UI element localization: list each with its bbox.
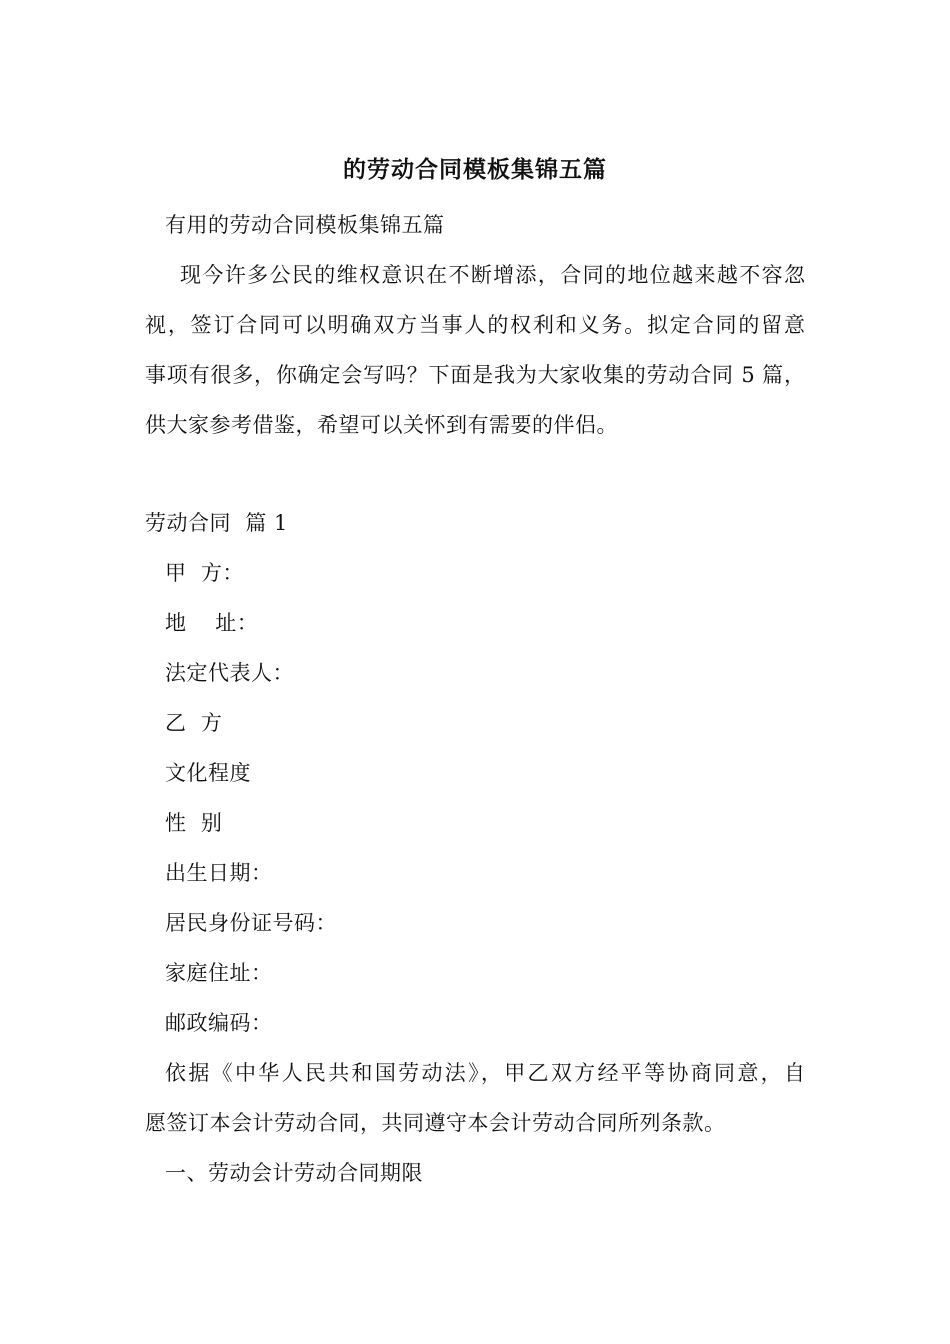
field-legal-rep: 法定代表人： bbox=[165, 661, 294, 685]
intro-line-2: 视，签订合同可以明确双方当事人的权利和义务。拟定合同的留意 bbox=[145, 313, 805, 337]
field-home-address: 家庭住址： bbox=[165, 961, 273, 985]
field-address: 地 址： bbox=[165, 611, 259, 635]
article-1-heading: 一、劳动会计劳动合同期限 bbox=[165, 1161, 423, 1185]
section-heading: 劳动合同 篇 1 bbox=[145, 511, 288, 535]
intro-line-4: 供大家参考借鉴，希望可以关怀到有需要的伴侣。 bbox=[145, 413, 618, 437]
document-title: 的劳动合同模板集锦五篇 bbox=[343, 156, 607, 183]
clause-line-1: 依据《中华人民共和国劳动法》，甲乙双方经平等协商同意，自 bbox=[165, 1061, 805, 1085]
field-party-b: 乙 方 bbox=[165, 711, 223, 735]
intro-line-3: 事项有很多，你确定会写吗？下面是我为大家收集的劳动合同 5 篇， bbox=[145, 363, 805, 387]
field-party-a: 甲 方： bbox=[165, 561, 244, 585]
field-gender: 性 别 bbox=[165, 811, 223, 835]
field-id-number: 居民身份证号码： bbox=[165, 911, 337, 935]
field-birth-date: 出生日期： bbox=[165, 861, 273, 885]
document-subtitle: 有用的劳动合同模板集锦五篇 bbox=[165, 213, 445, 237]
field-education: 文化程度 bbox=[165, 761, 251, 785]
intro-line-1: 现今许多公民的维权意识在不断增添，合同的地位越来越不容忽 bbox=[180, 263, 805, 287]
clause-line-2: 愿签订本会计劳动合同，共同遵守本会计劳动合同所列条款。 bbox=[145, 1111, 726, 1135]
field-postal-code: 邮政编码： bbox=[165, 1011, 273, 1035]
